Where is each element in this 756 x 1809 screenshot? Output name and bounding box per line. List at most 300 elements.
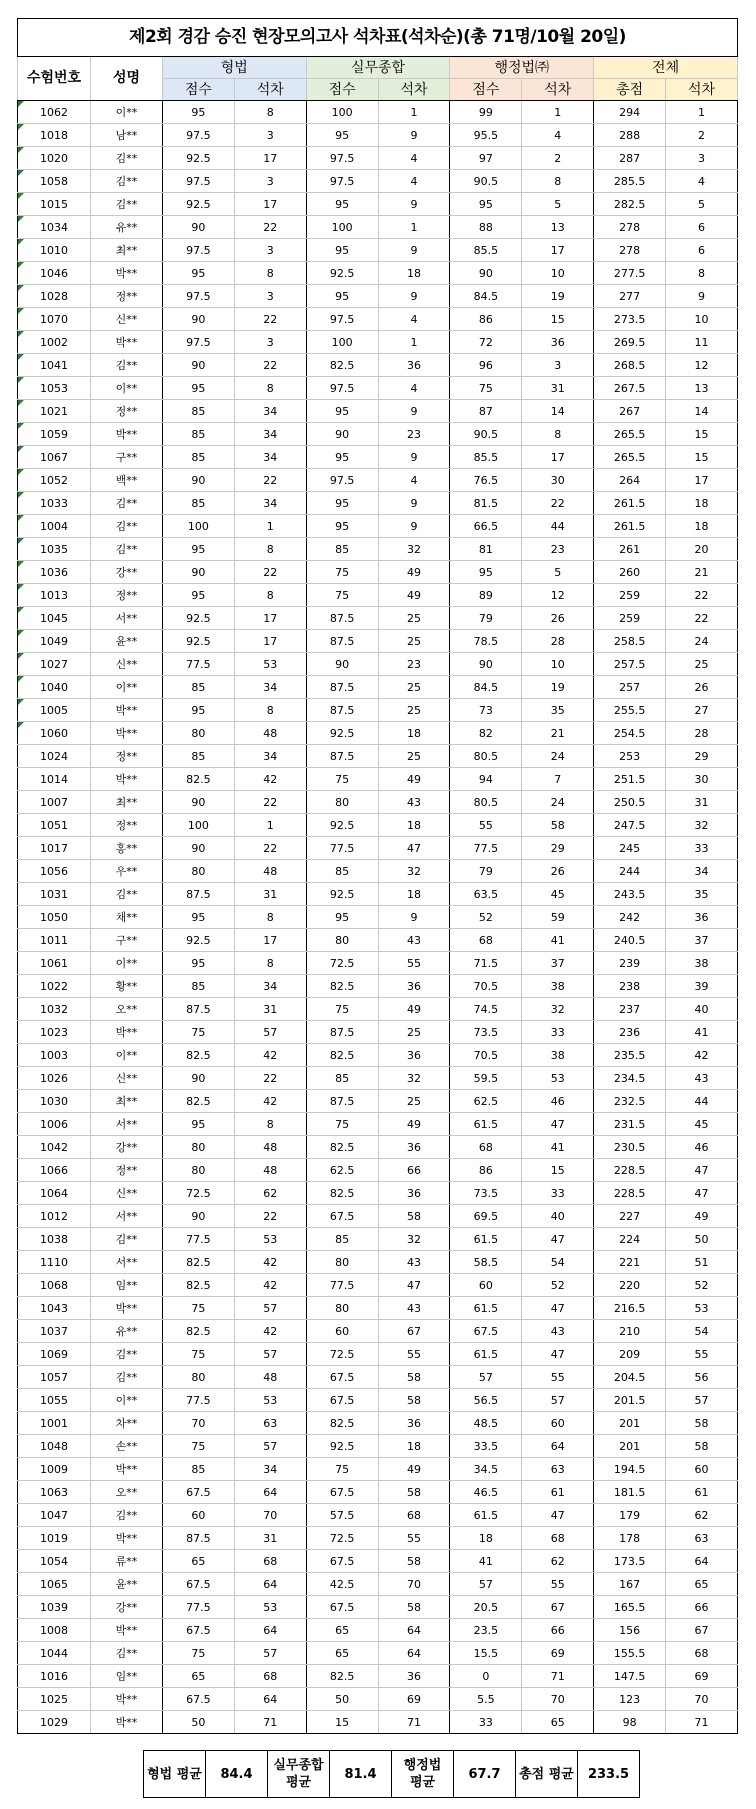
table-row	[18, 676, 738, 699]
cell-total-score: 260	[594, 561, 666, 584]
cell-exam-number: 1022	[18, 975, 91, 998]
cell-admin-rank: 58	[522, 814, 594, 837]
cell-exam-number: 1062	[18, 101, 91, 124]
table-row	[18, 630, 738, 653]
cell-flag-marker	[18, 584, 24, 590]
cell-total-rank: 52	[666, 1274, 738, 1297]
cell-criminal-score: 95	[162, 538, 234, 561]
cell-practice-score: 77.5	[306, 837, 378, 860]
cell-practice-rank: 49	[378, 998, 450, 1021]
table-row	[18, 1642, 738, 1665]
cell-name: 유**	[91, 216, 163, 239]
table-row	[18, 239, 738, 262]
table-row	[18, 1550, 738, 1573]
cell-admin-score: 84.5	[450, 285, 522, 308]
cell-criminal-score: 92.5	[162, 630, 234, 653]
cell-total-rank: 70	[666, 1688, 738, 1711]
cell-name: 김**	[91, 1504, 163, 1527]
cell-practice-rank: 9	[378, 492, 450, 515]
table-row	[18, 101, 738, 124]
cell-total-score: 204.5	[594, 1366, 666, 1389]
cell-total-score: 253	[594, 745, 666, 768]
cell-admin-rank: 63	[522, 1458, 594, 1481]
cell-name: 박**	[91, 1297, 163, 1320]
cell-admin-rank: 29	[522, 837, 594, 860]
cell-practice-score: 67.5	[306, 1481, 378, 1504]
cell-total-score: 258.5	[594, 630, 666, 653]
cell-total-score: 147.5	[594, 1665, 666, 1688]
table-row	[18, 1090, 738, 1113]
cell-exam-number: 1044	[18, 1642, 91, 1665]
cell-name: 구**	[91, 929, 163, 952]
cell-practice-score: 72.5	[306, 952, 378, 975]
cell-criminal-score: 95	[162, 377, 234, 400]
table-row	[18, 1136, 738, 1159]
cell-name: 구**	[91, 446, 163, 469]
admin-average-value: 67.7	[454, 1751, 516, 1798]
cell-name: 김**	[91, 1343, 163, 1366]
cell-exam-number: 1041	[18, 354, 91, 377]
cell-name: 강**	[91, 1136, 163, 1159]
cell-criminal-score: 100	[162, 814, 234, 837]
cell-criminal-score: 67.5	[162, 1688, 234, 1711]
cell-total-score: 230.5	[594, 1136, 666, 1159]
cell-criminal-rank: 3	[234, 285, 306, 308]
table-row	[18, 492, 738, 515]
cell-total-rank: 29	[666, 745, 738, 768]
cell-name: 손**	[91, 1435, 163, 1458]
cell-admin-score: 67.5	[450, 1320, 522, 1343]
cell-total-score: 265.5	[594, 423, 666, 446]
cell-exam-number: 1064	[18, 1182, 91, 1205]
cell-admin-rank: 4	[522, 124, 594, 147]
cell-name: 최**	[91, 791, 163, 814]
table-row	[18, 1297, 738, 1320]
cell-exam-number: 1065	[18, 1573, 91, 1596]
cell-admin-rank: 54	[522, 1251, 594, 1274]
cell-criminal-rank: 34	[234, 492, 306, 515]
cell-admin-score: 90	[450, 653, 522, 676]
cell-practice-rank: 25	[378, 630, 450, 653]
cell-name: 최**	[91, 1090, 163, 1113]
cell-admin-score: 34.5	[450, 1458, 522, 1481]
practice-average-label	[268, 1751, 330, 1798]
cell-criminal-rank: 1	[234, 814, 306, 837]
cell-practice-score: 77.5	[306, 1274, 378, 1297]
cell-admin-score: 71.5	[450, 952, 522, 975]
cell-criminal-score: 95	[162, 1113, 234, 1136]
cell-total-score: 278	[594, 216, 666, 239]
table-row	[18, 170, 738, 193]
cell-admin-score: 84.5	[450, 676, 522, 699]
cell-practice-score: 97.5	[306, 308, 378, 331]
cell-name: 백**	[91, 469, 163, 492]
cell-criminal-rank: 68	[234, 1665, 306, 1688]
cell-practice-score: 67.5	[306, 1389, 378, 1412]
cell-practice-rank: 36	[378, 1182, 450, 1205]
cell-practice-rank: 55	[378, 1527, 450, 1550]
admin-average-label-line2: 평균	[409, 1775, 436, 1790]
average-summary	[143, 1750, 640, 1798]
cell-practice-rank: 4	[378, 147, 450, 170]
cell-total-rank: 36	[666, 906, 738, 929]
cell-admin-score: 86	[450, 1159, 522, 1182]
cell-exam-number: 1039	[18, 1596, 91, 1619]
cell-total-score: 245	[594, 837, 666, 860]
cell-criminal-rank: 68	[234, 1550, 306, 1573]
cell-name: 이**	[91, 377, 163, 400]
cell-exam-number: 1012	[18, 1205, 91, 1228]
cell-practice-rank: 23	[378, 653, 450, 676]
cell-total-score: 227	[594, 1205, 666, 1228]
cell-criminal-rank: 8	[234, 377, 306, 400]
table-row	[18, 1274, 738, 1297]
cell-practice-score: 95	[306, 193, 378, 216]
cell-flag-marker	[18, 722, 24, 728]
cell-name: 정**	[91, 285, 163, 308]
cell-practice-rank: 25	[378, 1021, 450, 1044]
cell-admin-score: 74.5	[450, 998, 522, 1021]
cell-total-score: 257	[594, 676, 666, 699]
cell-total-score: 232.5	[594, 1090, 666, 1113]
cell-practice-score: 80	[306, 791, 378, 814]
cell-criminal-rank: 48	[234, 1136, 306, 1159]
cell-practice-rank: 43	[378, 1251, 450, 1274]
cell-criminal-rank: 64	[234, 1688, 306, 1711]
cell-name: 김**	[91, 193, 163, 216]
cell-practice-rank: 49	[378, 1113, 450, 1136]
cell-criminal-score: 82.5	[162, 768, 234, 791]
cell-practice-score: 75	[306, 1113, 378, 1136]
cell-exam-number: 1045	[18, 607, 91, 630]
cell-criminal-rank: 48	[234, 860, 306, 883]
cell-exam-number: 1004	[18, 515, 91, 538]
cell-practice-rank: 25	[378, 607, 450, 630]
cell-criminal-rank: 8	[234, 1113, 306, 1136]
cell-criminal-rank: 22	[234, 561, 306, 584]
cell-practice-score: 85	[306, 1067, 378, 1090]
cell-criminal-score: 87.5	[162, 883, 234, 906]
table-row	[18, 354, 738, 377]
table-row	[18, 216, 738, 239]
table-row	[18, 975, 738, 998]
cell-practice-rank: 9	[378, 193, 450, 216]
cell-total-rank: 13	[666, 377, 738, 400]
cell-total-rank: 14	[666, 400, 738, 423]
cell-name: 박**	[91, 1619, 163, 1642]
cell-total-rank: 68	[666, 1642, 738, 1665]
cell-flag-marker	[18, 538, 24, 544]
table-row	[18, 1228, 738, 1251]
cell-exam-number: 1008	[18, 1619, 91, 1642]
cell-practice-rank: 49	[378, 1458, 450, 1481]
cell-total-rank: 54	[666, 1320, 738, 1343]
total-average-label: 총점 평균	[516, 1751, 578, 1798]
cell-practice-score: 87.5	[306, 607, 378, 630]
cell-practice-score: 57.5	[306, 1504, 378, 1527]
cell-criminal-score: 95	[162, 699, 234, 722]
cell-admin-rank: 5	[522, 193, 594, 216]
table-row	[18, 699, 738, 722]
cell-criminal-rank: 57	[234, 1642, 306, 1665]
cell-criminal-rank: 42	[234, 768, 306, 791]
cell-practice-rank: 64	[378, 1619, 450, 1642]
cell-criminal-score: 80	[162, 1159, 234, 1182]
cell-name: 서**	[91, 1113, 163, 1136]
cell-criminal-score: 95	[162, 262, 234, 285]
cell-practice-score: 90	[306, 653, 378, 676]
header-admin-rank: 석차	[522, 79, 594, 101]
cell-practice-score: 67.5	[306, 1366, 378, 1389]
cell-total-score: 181.5	[594, 1481, 666, 1504]
cell-criminal-score: 82.5	[162, 1274, 234, 1297]
cell-admin-rank: 47	[522, 1297, 594, 1320]
cell-admin-score: 80.5	[450, 745, 522, 768]
cell-admin-rank: 14	[522, 400, 594, 423]
cell-name: 박**	[91, 1527, 163, 1550]
cell-admin-rank: 38	[522, 975, 594, 998]
table-row	[18, 1320, 738, 1343]
cell-admin-rank: 70	[522, 1688, 594, 1711]
cell-total-score: 235.5	[594, 1044, 666, 1067]
cell-admin-score: 80.5	[450, 791, 522, 814]
cell-practice-rank: 1	[378, 216, 450, 239]
cell-exam-number: 1055	[18, 1389, 91, 1412]
cell-criminal-rank: 17	[234, 929, 306, 952]
cell-criminal-score: 85	[162, 423, 234, 446]
cell-practice-score: 82.5	[306, 975, 378, 998]
cell-practice-rank: 55	[378, 1343, 450, 1366]
cell-criminal-score: 77.5	[162, 1228, 234, 1251]
cell-total-score: 123	[594, 1688, 666, 1711]
cell-practice-rank: 47	[378, 1274, 450, 1297]
table-row	[18, 653, 738, 676]
cell-practice-rank: 36	[378, 1665, 450, 1688]
cell-criminal-rank: 3	[234, 331, 306, 354]
cell-exam-number: 1067	[18, 446, 91, 469]
cell-flag-marker	[18, 285, 24, 291]
cell-exam-number: 1007	[18, 791, 91, 814]
cell-criminal-rank: 17	[234, 193, 306, 216]
cell-admin-score: 61.5	[450, 1297, 522, 1320]
cell-practice-rank: 36	[378, 975, 450, 998]
cell-practice-rank: 9	[378, 515, 450, 538]
cell-criminal-score: 90	[162, 791, 234, 814]
cell-total-rank: 38	[666, 952, 738, 975]
cell-total-rank: 67	[666, 1619, 738, 1642]
cell-total-rank: 58	[666, 1435, 738, 1458]
cell-criminal-score: 90	[162, 1205, 234, 1228]
cell-admin-rank: 47	[522, 1343, 594, 1366]
cell-criminal-score: 92.5	[162, 607, 234, 630]
cell-total-score: 156	[594, 1619, 666, 1642]
cell-criminal-score: 80	[162, 722, 234, 745]
cell-flag-marker	[18, 400, 24, 406]
cell-admin-score: 70.5	[450, 1044, 522, 1067]
cell-total-rank: 58	[666, 1412, 738, 1435]
cell-name: 박**	[91, 768, 163, 791]
cell-admin-rank: 21	[522, 722, 594, 745]
cell-total-rank: 8	[666, 262, 738, 285]
cell-practice-score: 87.5	[306, 699, 378, 722]
cell-admin-rank: 19	[522, 285, 594, 308]
cell-total-score: 267.5	[594, 377, 666, 400]
cell-practice-rank: 58	[378, 1389, 450, 1412]
table-row	[18, 1619, 738, 1642]
header-criminal-score: 점수	[162, 79, 234, 101]
cell-criminal-score: 67.5	[162, 1481, 234, 1504]
cell-admin-rank: 35	[522, 699, 594, 722]
cell-admin-rank: 1	[522, 101, 594, 124]
cell-practice-score: 82.5	[306, 1665, 378, 1688]
cell-name: 남**	[91, 124, 163, 147]
cell-admin-score: 90.5	[450, 170, 522, 193]
cell-criminal-rank: 22	[234, 791, 306, 814]
cell-admin-rank: 26	[522, 860, 594, 883]
cell-practice-score: 95	[306, 515, 378, 538]
cell-total-score: 267	[594, 400, 666, 423]
cell-practice-rank: 49	[378, 768, 450, 791]
cell-total-score: 242	[594, 906, 666, 929]
cell-name: 정**	[91, 584, 163, 607]
cell-total-score: 165.5	[594, 1596, 666, 1619]
table-row	[18, 1343, 738, 1366]
cell-admin-score: 73.5	[450, 1182, 522, 1205]
cell-practice-score: 82.5	[306, 1044, 378, 1067]
cell-practice-score: 80	[306, 1297, 378, 1320]
header-criminal-rank: 석차	[234, 79, 306, 101]
cell-total-score: 261	[594, 538, 666, 561]
table-row	[18, 998, 738, 1021]
cell-practice-rank: 25	[378, 699, 450, 722]
cell-flag-marker	[18, 676, 24, 682]
cell-practice-score: 65	[306, 1619, 378, 1642]
cell-exam-number: 1059	[18, 423, 91, 446]
cell-practice-rank: 4	[378, 308, 450, 331]
cell-name: 정**	[91, 745, 163, 768]
cell-practice-score: 75	[306, 768, 378, 791]
cell-name: 이**	[91, 676, 163, 699]
cell-flag-marker	[18, 354, 24, 360]
cell-name: 박**	[91, 262, 163, 285]
cell-practice-score: 67.5	[306, 1205, 378, 1228]
cell-admin-rank: 71	[522, 1665, 594, 1688]
cell-admin-rank: 13	[522, 216, 594, 239]
cell-criminal-rank: 34	[234, 400, 306, 423]
cell-admin-rank: 68	[522, 1527, 594, 1550]
cell-criminal-rank: 48	[234, 1366, 306, 1389]
cell-practice-rank: 58	[378, 1596, 450, 1619]
cell-criminal-rank: 64	[234, 1573, 306, 1596]
cell-practice-score: 85	[306, 860, 378, 883]
cell-exam-number: 1035	[18, 538, 91, 561]
cell-practice-score: 95	[306, 446, 378, 469]
cell-total-score: 282.5	[594, 193, 666, 216]
cell-name: 윤**	[91, 630, 163, 653]
cell-criminal-score: 85	[162, 1458, 234, 1481]
cell-practice-score: 82.5	[306, 1412, 378, 1435]
cell-practice-rank: 18	[378, 1435, 450, 1458]
cell-admin-rank: 52	[522, 1274, 594, 1297]
cell-admin-score: 79	[450, 860, 522, 883]
cell-admin-score: 61.5	[450, 1504, 522, 1527]
cell-admin-score: 95	[450, 193, 522, 216]
cell-practice-score: 72.5	[306, 1527, 378, 1550]
cell-practice-rank: 18	[378, 722, 450, 745]
cell-criminal-rank: 64	[234, 1481, 306, 1504]
cell-name: 채**	[91, 906, 163, 929]
table-row	[18, 929, 738, 952]
cell-exam-number: 1061	[18, 952, 91, 975]
cell-admin-rank: 41	[522, 1136, 594, 1159]
cell-criminal-rank: 31	[234, 998, 306, 1021]
cell-criminal-rank: 17	[234, 147, 306, 170]
cell-criminal-rank: 34	[234, 423, 306, 446]
cell-total-score: 261.5	[594, 492, 666, 515]
cell-criminal-score: 80	[162, 1366, 234, 1389]
cell-criminal-rank: 17	[234, 607, 306, 630]
cell-exam-number: 1054	[18, 1550, 91, 1573]
table-row	[18, 308, 738, 331]
table-row	[18, 1113, 738, 1136]
cell-criminal-score: 90	[162, 1067, 234, 1090]
summary-table	[143, 1750, 640, 1798]
cell-flag-marker	[18, 699, 24, 705]
cell-admin-rank: 59	[522, 906, 594, 929]
cell-practice-score: 90	[306, 423, 378, 446]
cell-practice-score: 95	[306, 124, 378, 147]
cell-practice-rank: 18	[378, 814, 450, 837]
cell-practice-score: 67.5	[306, 1550, 378, 1573]
cell-flag-marker	[18, 331, 24, 337]
table-row	[18, 1021, 738, 1044]
cell-exam-number: 1014	[18, 768, 91, 791]
cell-admin-rank: 33	[522, 1021, 594, 1044]
cell-total-score: 264	[594, 469, 666, 492]
cell-admin-score: 46.5	[450, 1481, 522, 1504]
cell-practice-rank: 4	[378, 469, 450, 492]
cell-name: 이**	[91, 1389, 163, 1412]
cell-criminal-score: 82.5	[162, 1044, 234, 1067]
cell-admin-score: 48.5	[450, 1412, 522, 1435]
cell-criminal-score: 87.5	[162, 1527, 234, 1550]
score-sheet	[17, 18, 738, 1734]
cell-name: 박**	[91, 1711, 163, 1734]
cell-total-score: 194.5	[594, 1458, 666, 1481]
cell-total-rank: 44	[666, 1090, 738, 1113]
cell-criminal-score: 85	[162, 745, 234, 768]
cell-admin-rank: 17	[522, 239, 594, 262]
header-total-score: 총점	[594, 79, 666, 101]
cell-criminal-rank: 57	[234, 1435, 306, 1458]
cell-criminal-rank: 3	[234, 170, 306, 193]
cell-admin-score: 58.5	[450, 1251, 522, 1274]
cell-total-score: 239	[594, 952, 666, 975]
cell-practice-rank: 25	[378, 1090, 450, 1113]
cell-total-rank: 17	[666, 469, 738, 492]
cell-name: 강**	[91, 1596, 163, 1619]
cell-name: 이**	[91, 952, 163, 975]
cell-name: 김**	[91, 1228, 163, 1251]
cell-admin-score: 20.5	[450, 1596, 522, 1619]
cell-practice-rank: 71	[378, 1711, 450, 1734]
cell-practice-score: 100	[306, 216, 378, 239]
cell-admin-score: 77.5	[450, 837, 522, 860]
cell-practice-score: 87.5	[306, 1090, 378, 1113]
cell-practice-rank: 69	[378, 1688, 450, 1711]
cell-name: 정**	[91, 400, 163, 423]
cell-admin-score: 90	[450, 262, 522, 285]
